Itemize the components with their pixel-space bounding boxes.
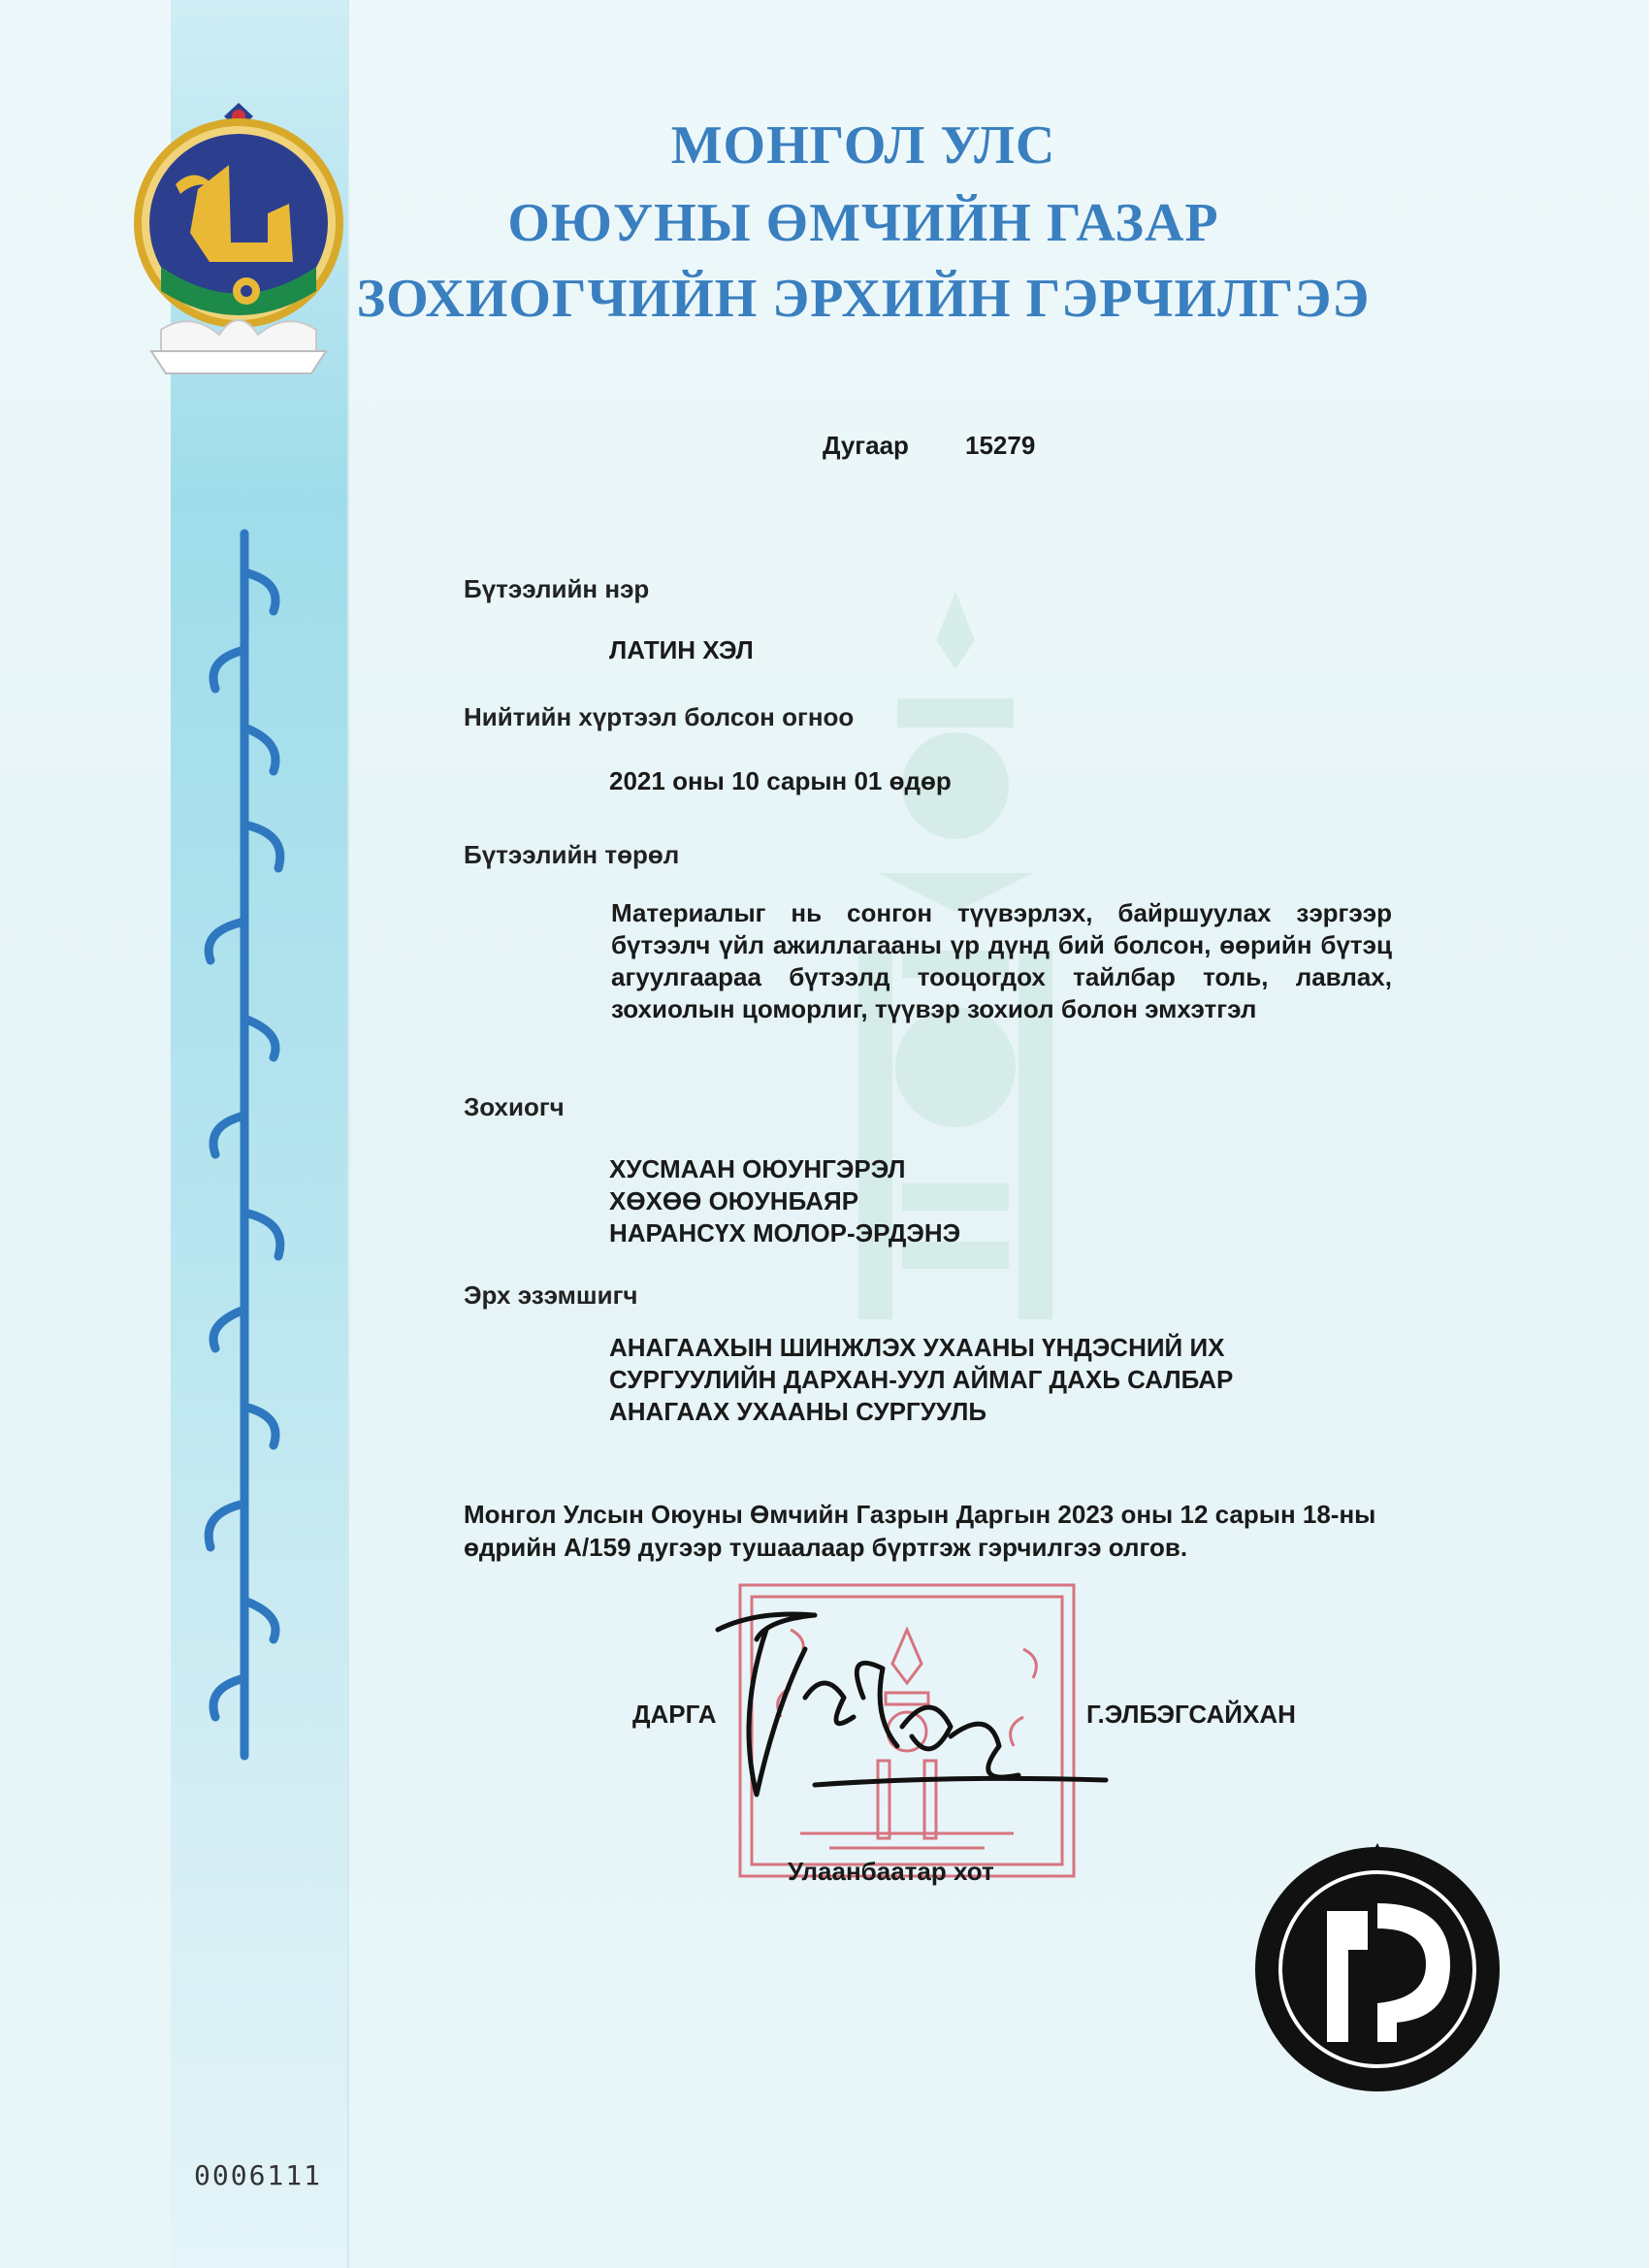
serial-number: 0006111 [194,2159,323,2191]
issue-city: Улаанбаатар хот [788,1857,994,1886]
mongolian-script-decoration [184,514,301,1775]
title-agency: ОЮУНЫ ӨМЧИЙН ГАЗАР [507,193,1219,253]
number-label: Дугаар [823,431,909,460]
work-name-value: ЛАТИН ХЭЛ [609,635,754,664]
state-emblem-icon [122,97,355,417]
signatory-title: ДАРГА [632,1700,717,1729]
signatory-name: Г.ЭЛБЭГСАЙХАН [1086,1700,1296,1729]
holder-line: СУРГУУЛИЙН ДАРХАН-УУЛ АЙМАГ ДАХЬ САЛБАР [609,1365,1234,1394]
holder-label: Эрх эзэмшигч [464,1280,638,1310]
holder-line: АНАГААХЫН ШИНЖЛЭХ УХААНЫ ҮНДЭСНИЙ ИХ [609,1333,1225,1362]
work-name-label: Бүтээлийн нэр [464,574,650,603]
author-name: НАРАНСҮХ МОЛОР-ЭРДЭНЭ [609,1218,961,1247]
decree-line-2: өдрийн А/159 дугээр тушаалаар бүртгэж гэрчилгээ олгов. [464,1533,1188,1562]
authors-label: Зохиогч [464,1092,565,1121]
title-certificate: ЗОХИОГЧИЙН ЭРХИЙН ГЭРЧИЛГЭЭ [356,269,1371,329]
author-name: ХУСМААН ОЮУНГЭРЭЛ [609,1154,906,1183]
number-value: 15279 [965,431,1036,460]
ip-seal-icon [1251,1843,1504,2095]
publication-date-label: Нийтийн хүртээл болсон огноо [464,702,855,731]
publication-date-value: 2021 оны 10 сарын 01 өдөр [609,766,952,795]
title-country: МОНГОЛ УЛС [670,115,1056,176]
author-name: ХӨХӨӨ ОЮУНБАЯР [609,1186,859,1215]
work-type-value: Материалыг нь сонгон түүвэрлэх, байршуулах зэргээр бүтээлч үйл ажиллагааны үр дүнд бий болсон, өөрийн бүтэц агуулгаараа бүтээлд тооцогдох тайлбар толь, лавлах, зохиолын цоморлиг, түүвэр зохиол болон эмхэтгэл [611,898,1392,1023]
decree-line-1: Монгол Улсын Оюуны Өмчийн Газрын Даргын 2023 оны 12 сарын 18-ны [464,1500,1376,1529]
holder-line: АНАГААХ УХААНЫ СУРГУУЛЬ [609,1397,987,1426]
work-type-label: Бүтээлийн төрөл [464,840,680,869]
signature-icon [698,1591,1125,1843]
